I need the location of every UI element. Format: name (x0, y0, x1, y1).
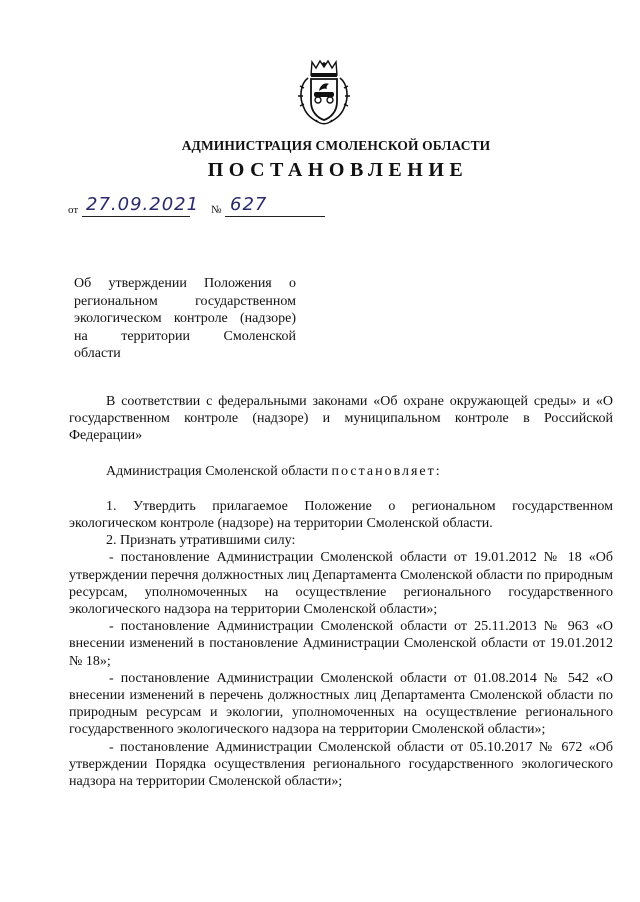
subject-line: на территории Смоленской (74, 328, 296, 344)
document-subject (74, 275, 296, 363)
number-label: № (211, 204, 222, 216)
subject-line: Об утверждении Положения о (74, 276, 296, 291)
repeal-item: - постановление Администрации Смоленской области от 19.01.2012 № 18 «Об утверждении перечня должностных лиц Департамента Смоленской области по природным ресурсам, уполномоченных на осуществление регионального государственного экологического надзора на территории Смоленской области»; (69, 550, 613, 618)
decree-paragraph (69, 463, 613, 480)
handwritten-number: 627 (230, 194, 268, 215)
document-body (69, 393, 613, 790)
decree-word: постановляет: (331, 463, 442, 479)
subject-line: экологическом контроле (надзоре) (74, 311, 296, 327)
subject-line: региональном государственном (74, 293, 296, 309)
date-underline (82, 216, 190, 217)
subject-line: области (74, 346, 121, 362)
date-number-line (68, 196, 338, 220)
number-underline (225, 216, 325, 217)
preamble-paragraph: В соответствии с федеральными законами «Об охране окружающей среды» и «О государственном контроле (надзоре) и муниципальном контроле в Российской Федерации» (69, 394, 613, 444)
repeal-item: - постановление Администрации Смоленской области от 25.11.2013 № 963 «О внесении изменений в постановление Администрации Смоленской области от 19.01.2012 № 18»; (69, 619, 613, 669)
item-1-paragraph: 1. Утвердить прилагаемое Положение о региональном государственном экологическом контроле (надзоре) на территории Смоленской области. (69, 498, 613, 532)
handwritten-date: 27.09.2021 (86, 194, 200, 215)
document-type-title: ПОСТАНОВЛЕНИЕ (207, 159, 469, 181)
organization-name: АДМИНИСТРАЦИЯ СМОЛЕНСКОЙ ОБЛАСТИ (181, 138, 491, 153)
smolensk-coat-of-arms-icon (296, 58, 352, 128)
date-label: от (68, 204, 79, 216)
repeal-item: - постановление Администрации Смоленской области от 01.08.2014 № 542 «О внесении изменений в перечень должностных лиц Департамента Смоленской области по природным ресурсам и экологии, уполномоченных на осуществление регионального государственного экологического надзора на территории Смоленской области»; (69, 670, 613, 738)
item-2-paragraph: 2. Признать утратившими силу: (106, 533, 296, 549)
repeal-item: - постановление Администрации Смоленской области от 05.10.2017 № 672 «Об утверждении Порядка осуществления регионального государственного экологического надзора на территории Смоленской области»; (69, 739, 613, 790)
decree-lead: Администрация Смоленской области (106, 463, 329, 479)
